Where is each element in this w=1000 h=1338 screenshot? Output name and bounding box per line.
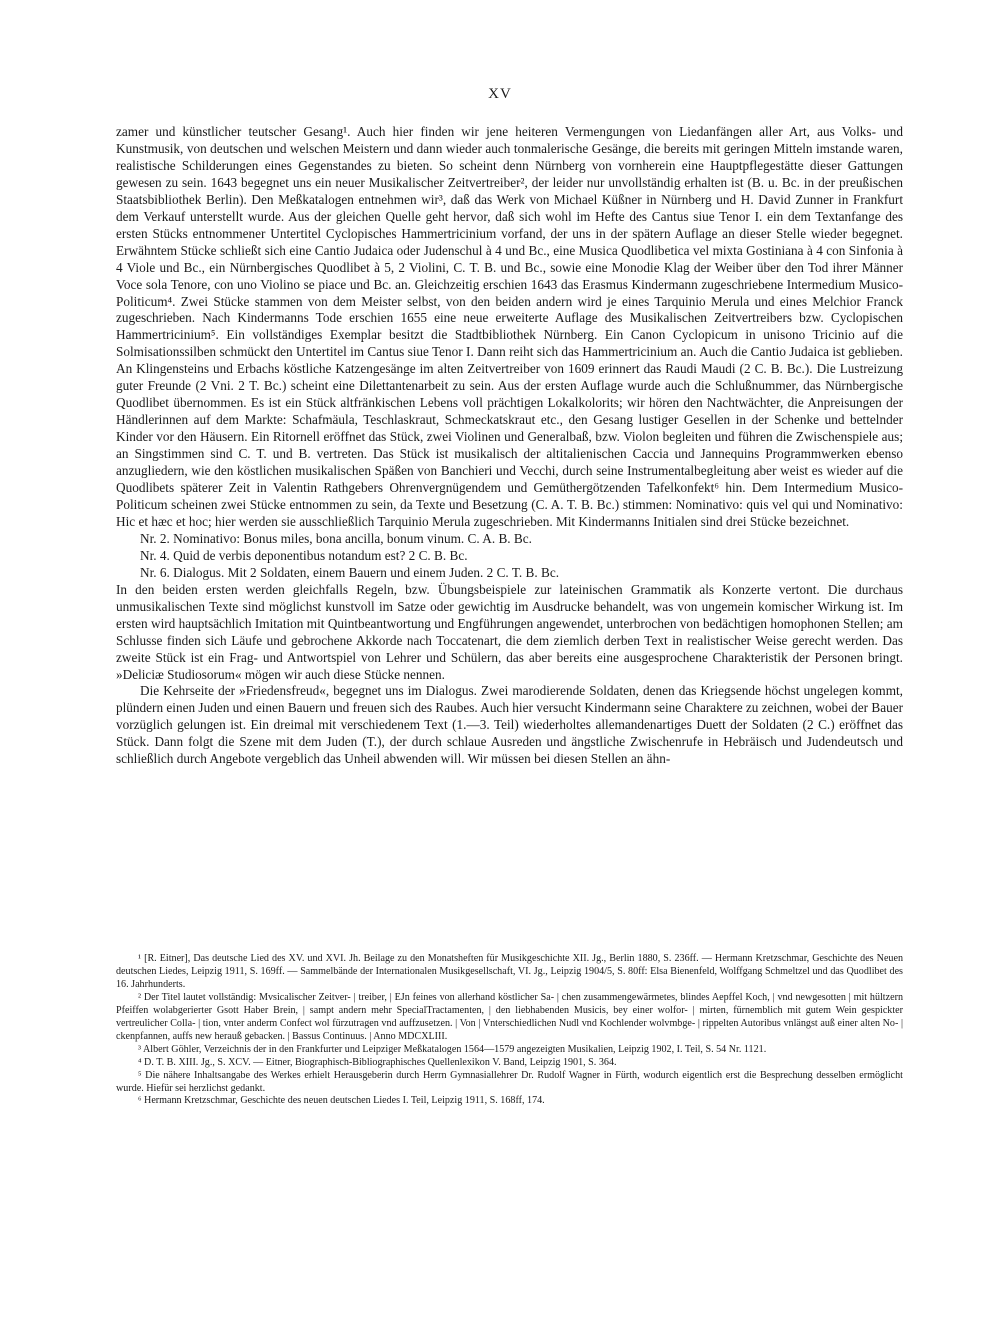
main-text (116, 124, 903, 768)
footnote-2: ² Der Titel lautet vollständig: Mvsicalischer Zeitver- | treiber, | EJn feines von allerhand köstlicher Sa- | chen zusammengewärmetes, blindes Aepffel Koch, | vnd newgesotten | mit hültzern Pfeiffen wolabgerierter Gsott Haber Brein, | sampt andern mehr SpecialTractamenten, | den liebhabenden Musicis, bey einer wolfor- | mirten, fürnemblich mit gutem Wein gespickter vertreulicher Colla- | tion, vnter anderm Confect wol fürzutragen vnd auffzusetzen. | Von | Vnterschiedlichen Nudl vnd Kochlender wolvmbge- | rippelten Autoribus vnlängst auß einer alten No- | ckenpfannen, auffs new herauß gebacken. | Bassus Continuus. | Anno MDCXLIII. (116, 991, 903, 1042)
list-item-nr2: Nr. 2. Nominativo: Bonus miles, bona ancilla, bonum vinum. C. A. B. Bc. (140, 530, 532, 546)
paragraph-3: Die Kehrseite der »Friedensfreud«, begegnet uns im Dialogus. Zwei marodierende Soldaten, denen das Kriegsende höchst ungelegen kommt, plündern einen Juden und einen Bauern und freuen sich des Raubes. Auch hier versucht Kindermann seine Charaktere zu zeichnen, wobei der Bauer vorzüglich gelungen ist. Ein dreimal mit verschiedenem Text (1.—3. Teil) wiederholtes allemandenartiges Duett der Soldaten (2 C.) eröffnet das Stück. Dann folgt die Szene mit dem Juden (T.), der durch schlaue Ausreden und ängstliche Zwischenrufe in Hebräisch und Judendeutsch und schließlich durch Angebote vergeblich das Unheil abwenden will. Wir müssen bei diesen Stellen an ähn- (116, 683, 903, 767)
footnote-3: ³ Albert Göhler, Verzeichnis der in den Frankfurter und Leipziger Meßkatalogen 1564—1579 angezeigten Musikalien, Leipzig 1902, I. Teil, S. 54 Nr. 1121. (138, 1043, 767, 1055)
footnotes (116, 953, 903, 1108)
footnote-6: ⁶ Hermann Kretzschmar, Geschichte des neuen deutschen Liedes I. Teil, Leipzig 1911, S. 168ff, 174. (138, 1095, 545, 1107)
list-item-nr6: Nr. 6. Dialogus. Mit 2 Soldaten, einem Bauern und einem Juden. 2 C. T. B. Bc. (140, 564, 560, 580)
footnote-5: ⁵ Die nähere Inhaltsangabe des Werkes erhielt Herausgeberin durch Herrn Gymnasiallehrer Dr. Rudolf Wagner in Fürth, wodurch eigentlich erst die Besprechung desselben ermöglicht wurde. Hiefür sei herzlichst gedankt. (116, 1069, 903, 1094)
list-item-nr4: Nr. 4. Quid de verbis deponentibus notandum est? 2 C. B. Bc. (140, 547, 468, 563)
paragraph-2: In den beiden ersten werden gleichfalls Regeln, bzw. Übungsbeispiele zur lateinischen Grammatik als Konzerte vertont. Die durchaus unmusikalischen Texte sind möglichst kunstvoll im Satze oder gewichtig im Ausdrucke behandelt, was von ungemein komischer Wirkung ist. Im ersten wird hauptsächlich Imitation mit Quintbeantwortung und Engführungen angewendet, unterbrochen von bedächtigen homophonen Stellen; am Schlusse finden sich Läufe und gebrochene Akkorde nach Toccatenart, die dem ziemlich derben Text in realistischer Weise gerecht werden. Das zweite Stück ist ein Frag- und Antwortspiel von Lehrer und Schülern, das aber bereits eine ausgesprochene Charakteristik der Personen bringt. »Deliciæ Studiosorum« mögen wir auch diese Stücke nennen. (116, 581, 903, 682)
footnote-4: ⁴ D. T. B. XIII. Jg., S. XCV. — Eitner, Biographisch-Bibliographisches Quellenlexikon V. Band, Leipzig 1901, S. 364. (138, 1056, 617, 1068)
page-number: XV (488, 86, 512, 102)
paragraph-1: zamer und künstlicher teutscher Gesang¹. Auch hier finden wir jene heiteren Vermengungen von Liedanfängen aller Art, aus Volks- und Kunstmusik, von deutschen und welschen Meistern und dann wieder auch tonmalerische Gesänge, die bereits mit geringen Mitteln imstande waren, realistische Schilderungen eines Gegenstandes zu bieten. So scheint denn Nürnberg von vornherein eine Hauptpflegestätte dieser Gattungen gewesen zu sein. 1643 begegnet uns ein neuer Musikalischer Zeitvertreiber², der leider nur unvollständig erhalten ist (B. u. Bc. in der preußischen Staatsbibliothek Berlin). Den Meßkatalogen entnehmen wir³, daß das Werk von Michael Küßner in Nürnberg und H. David Zunner in Frankfurt dem Verkauf unterstellt wurde. Aus der gleichen Quelle geht hervor, daß sich wohl im Hefte des Cantus siue Tenor I. ein dem Textanfange des ersten Stücks entnommener Untertitel Cyclopisches Hammertricinium vorfand, der uns in der spätern Auflage an dieser Stelle wieder begegnet. Erwähntem Stücke schließt sich eine Cantio Judaica oder Judenschul à 4 und Bc., eine Musica Quodlibetica vel mixta Gostiniana à 4 con Sinfonia à 4 Viole und Bc., ein Nürnbergisches Quodlibet à 5, 2 Violini, C. T. B. und Bc., sowie eine Monodie Klag der Weiber über den Tod ihrer Männer Voce sola Tenore, con uno Violino se piace und Bc. an. Gleichzeitig erschien 1643 das Erasmus Kindermann zugeschriebene Intermedium Musico-Politicum⁴. Zwei Stücke stammen von dem Meister selbst, von den beiden andern wird je eines Tarquinio Merula und eines Melchior Franck zugeschrieben. Nach Kindermanns Tode erschien 1655 eine neue erweiterte Auflage des Musikalischen Zeitvertreibers bzw. Cyclopischen Hammertricinium⁵. Ein vollständiges Exemplar besitzt die Stadtbibliothek Nürnberg. Ein Canon Cyclopicum in unisono Tricinio auf die Solmisationssilben schmückt den Untertitel im Cantus siue Tenor I. Dann reiht sich das Hammertricinium an. Auch die Cantio Judaica ist geblieben. An Klingensteins und Erbachs köstliche Katzengesänge im alten Zeitvertreiber von 1609 erinnert das Raudi Maudi (2 C. B. Bc.). Die Lustreizung guter Freunde (2 Vni. 2 T. Bc.) scheint eine Dilettantenarbeit zu sein. Aus der ersten Auflage wurde auch die Schlußnummer, das Nürnbergische Quodlibet übernommen. Es ist ein Stück altfränkischen Lebens voll prächtigen Lokalkolorits; wir hören den Nachtwächter, die Anpreisungen der Händlerinnen auf dem Markte: Schafmäula, Teschlaskraut, Schmeckatskraut etc., den Gesang lustiger Gesellen in der Schenke und bettelnder Kinder vor den Häusern. Ein Ritornell eröffnet das Stück, zwei Violinen und Generalbaß, bzw. Violon begleiten und führen die Zwischenspiele aus; an Singstimmen sind C. T. und B. vertreten. Das Stück ist musikalisch der altitalienischen Caccia und Jannequins Programmwerken ebenso anzugliedern, wie den köstlichen musikalischen Späßen von Banchieri und Vecchi, durch seine Instrumentalbegleitung aber weist es wieder auf die Quodlibets späterer Zeit in Valentin Rathgebers Ohrenvergnügendem und Gemüthergötzenden Tafelkonfekt⁶ hin. Dem Intermedium Musico-Politicum scheinen zwei Stücke entnommen zu sein, da Texte und Besetzung (C. A. T. B. Bc.) stimmen: Nominativo: quis vel qui und Nominativo: Hic et hæc et hoc; hier werden sie ausschließlich Tarquinio Merula zugeschrieben. Mit Kindermanns Initialen sind drei Stücke bezeichnet. (116, 124, 903, 529)
footnote-1: ¹ [R. Eitner], Das deutsche Lied des XV. und XVI. Jh. Beilage zu den Monatsheften für Musikgeschichte XII. Jg., Berlin 1880, S. 236ff. — Hermann Kretzschmar, Geschichte des Neuen deutschen Liedes, Leipzig 1911, S. 169ff. — Sammelbände der Internationalen Musikgesellschaft, VI. Jg., Leipzig 1904/5, S. 80ff: Elsa Bienenfeld, Wolffgang Schmeltzel und das Quodlibet des 16. Jahrhunderts. (116, 953, 903, 990)
